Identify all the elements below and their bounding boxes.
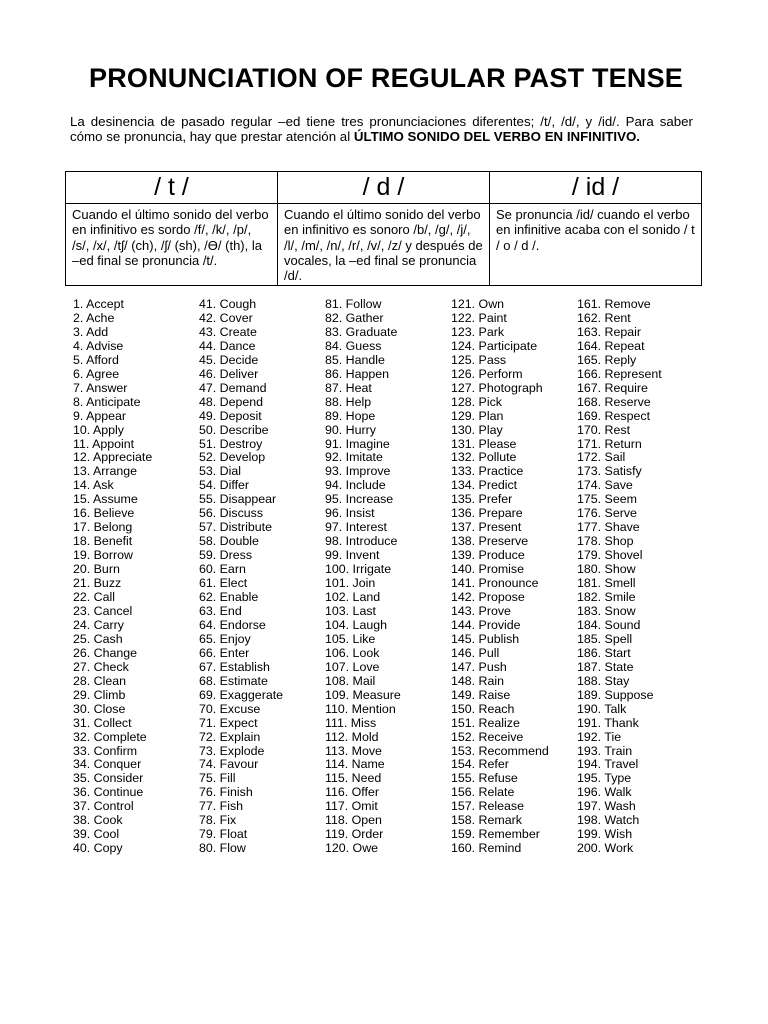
verb-item: 176. Serve [577,506,637,521]
verb-item: 173. Satisfy [577,464,642,479]
verb-item: 101. Join [325,576,376,591]
verb-item: 76. Finish [199,785,253,800]
verb-item: 182. Smile [577,590,636,605]
verb-item: 2. Ache [73,310,115,325]
verb-item: 150. Reach [451,701,515,716]
verb-item: 154. Refer [451,757,509,772]
verb-item: 51. Destroy [199,436,263,451]
verb-item: 171. Return [577,436,642,451]
verb-item: 152. Receive [451,729,524,744]
verb-item: 27. Check [73,659,129,674]
verb-item: 63. End [199,603,242,618]
verb-item: 121. Own [451,297,505,311]
verb-item: 19. Borrow [73,548,133,563]
verb-item: 153. Recommend [451,743,549,758]
verb-item: 168. Reserve [577,394,651,409]
verb-item: 83. Graduate [325,324,398,339]
verb-column [199,298,325,856]
verb-item: 29. Climb [73,687,126,702]
verb-item: 50. Describe [199,422,269,437]
verb-item: 43. Create [199,324,257,339]
verb-item: 151. Realize [451,715,520,730]
verb-item: 32. Complete [73,729,147,744]
verb-item: 128. Pick [451,394,502,409]
verb-item: 109. Measure [325,687,401,702]
verb-item: 79. Float [199,827,248,842]
verb-item: 45. Decide [199,352,259,367]
verb-item: 13. Arrange [73,464,138,479]
verb-item: 179. Shovel [577,548,643,563]
verb-column [577,298,703,856]
verb-item: 59. Dress [199,548,253,563]
verb-item: 38. Cook [73,813,123,828]
verb-item: 124. Participate [451,338,538,353]
verb-item: 144. Provide [451,617,521,632]
verb-item: 1. Accept [73,297,124,311]
verb-item: 100. Irrigate [325,562,392,577]
verb-item: 125. Pass [451,352,507,367]
verb-item: 166. Represent [577,366,662,381]
verb-item: 131. Please [451,436,517,451]
verb-item: 23. Cancel [73,603,133,618]
verb-item: 149. Raise [451,687,511,702]
verb-item: 180. Show [577,562,636,577]
verb-item: 57. Distribute [199,520,273,535]
verb-item: 185. Spell [577,631,633,646]
verb-item: 169. Respect [577,408,651,423]
verb-item: 195. Type [577,771,632,786]
verb-item: 119. Order [325,827,384,842]
verb-item: 135. Prefer [451,492,513,507]
verb-item: 155. Refuse [451,771,518,786]
verb-item: 111. Miss [325,715,377,730]
verb-item: 147. Push [451,659,507,674]
verb-item: 42. Cover [199,310,253,325]
verb-item: 4. Advise [73,338,124,353]
rule-t-description: Cuando el último sonido del verbo en infinitivo es sordo /f/, /k/, /p/, /s/, /x/, /tʃ/ (ch), /ʃ/ (sh), /ϴ/ (th), la –ed final se pronuncia /t/. [66,204,278,286]
verb-item: 129. Plan [451,408,504,423]
verb-item: 106. Look [325,645,380,660]
verb-item: 14. Ask [73,478,114,493]
verb-item: 10. Apply [73,422,124,437]
verb-item: 88. Help [325,394,372,409]
verb-item: 17. Belong [73,520,133,535]
verb-item: 133. Practice [451,464,524,479]
verb-item: 103. Last [325,603,376,618]
verb-item: 117. Omit [325,799,378,814]
verb-item: 163. Repair [577,324,642,339]
verb-item: 123. Park [451,324,505,339]
verb-item: 30. Close [73,701,126,716]
intro-text: La desinencia de pasado regular –ed tiene tres pronunciaciones diferentes; /t/, /d/, y /id/. Para saber cómo se pronuncia, hay que prestar atención al [70,114,693,144]
verb-item: 159. Remember [451,827,540,842]
verb-item: 181. Smell [577,576,636,591]
rule-id-description: Se pronuncia /id/ cuando el verbo en infinitive acaba con el sonido / t / o / d /. [490,204,702,286]
header-t: / t / [66,172,278,204]
verb-item: 90. Hurry [325,422,376,437]
verb-item: 47. Demand [199,380,267,395]
verb-item: 73. Explode [199,743,265,758]
verb-item: 3. Add [73,324,109,339]
verb-item: 9. Appear [73,408,127,423]
verb-item: 184. Sound [577,617,641,632]
verb-item: 120. Owe [325,841,379,856]
verb-item: 137. Present [451,520,522,535]
verb-item: 91. Imagine [325,436,390,451]
verb-item: 183. Snow [577,603,636,618]
verb-item: 108. Mail [325,673,376,688]
verb-item: 53. Dial [199,464,242,479]
verb-item: 157. Release [451,799,525,814]
verb-item: 145. Publish [451,631,520,646]
verb-item: 99. Invent [325,548,380,563]
rules-description-row [66,204,702,286]
verb-item: 134. Predict [451,478,518,493]
verb-item: 67. Establish [199,659,270,674]
verb-item: 7. Answer [73,380,128,395]
verb-item: 35. Consider [73,771,144,786]
verb-item: 167. Require [577,380,648,395]
verb-item: 6. Agree [73,366,120,381]
verb-column [325,298,451,856]
verb-item: 114. Name [325,757,385,772]
verb-item: 70. Excuse [199,701,261,716]
verb-item: 56. Discuss [199,506,264,521]
verb-item: 86. Happen [325,366,390,381]
verb-item: 21. Buzz [73,576,122,591]
verb-item: 198. Watch [577,813,640,828]
verb-item: 96. Insist [325,506,375,521]
verb-item: 24. Carry [73,617,124,632]
verb-item: 127. Photograph [451,380,543,395]
header-id: / id / [490,172,702,204]
verb-item: 164. Repeat [577,338,645,353]
verb-item: 199. Wish [577,827,633,842]
header-d: / d / [278,172,490,204]
verb-item: 80. Flow [199,841,246,856]
verb-item: 141. Pronounce [451,576,539,591]
verb-item: 148. Rain [451,673,505,688]
verb-item: 41. Cough [199,297,257,311]
verb-item: 33. Confirm [73,743,138,758]
verb-item: 187. State [577,659,634,674]
verb-item: 92. Imitate [325,450,383,465]
verb-item: 15. Assume [73,492,138,507]
verb-column [451,298,577,856]
verb-item: 188. Stay [577,673,630,688]
verb-item: 126. Perform [451,366,523,381]
verb-item: 82. Gather [325,310,384,325]
verb-item: 160. Remind [451,841,522,856]
intro-paragraph [70,114,693,144]
verb-item: 165. Reply [577,352,637,367]
verb-item: 191. Thank [577,715,639,730]
verb-item: 12. Appreciate [73,450,153,465]
verb-item: 189. Suppose [577,687,654,702]
verb-item: 158. Remark [451,813,522,828]
verb-item: 11. Appoint [73,436,135,451]
verb-item: 68. Estimate [199,673,268,688]
verb-item: 140. Promise [451,562,525,577]
verb-item: 55. Disappear [199,492,277,507]
verb-item: 174. Save [577,478,633,493]
verb-item: 193. Train [577,743,633,758]
page-title: PRONUNCIATION OF REGULAR PAST TENSE [88,63,683,93]
verb-item: 78. Fix [199,813,237,828]
verb-item: 161. Remove [577,297,651,311]
verb-item: 54. Differ [199,478,250,493]
verb-item: 28. Clean [73,673,127,688]
verb-item: 31. Collect [73,715,132,730]
verb-item: 40. Copy [73,841,123,856]
verb-item: 62. Enable [199,590,259,605]
verb-item: 194. Travel [577,757,639,772]
verb-item: 177. Shave [577,520,640,535]
verb-item: 58. Double [199,534,259,549]
verb-item: 200. Work [577,841,634,856]
verb-item: 16. Believe [73,506,135,521]
verb-item: 65. Enjoy [199,631,251,646]
verb-item: 95. Increase [325,492,394,507]
verb-item: 87. Heat [325,380,372,395]
verb-item: 97. Interest [325,520,387,535]
verb-item: 49. Deposit [199,408,262,423]
intro-emphasis: ÚLTIMO SONIDO DEL VERBO EN INFINITIVO. [353,129,640,144]
verb-item: 98. Introduce [325,534,398,549]
verb-item: 89. Hope [325,408,376,423]
verb-item: 192. Tie [577,729,622,744]
verb-item: 186. Start [577,645,631,660]
verb-item: 84. Guess [325,338,382,353]
verb-item: 22. Call [73,590,116,605]
verb-item: 105. Like [325,631,376,646]
verb-item: 170. Rest [577,422,631,437]
verb-item: 93. Improve [325,464,391,479]
verb-item: 172. Sail [577,450,626,465]
verb-item: 132. Pollute [451,450,517,465]
rule-d-description: Cuando el último sonido del verbo en infinitivo es sonoro /b/, /g/, /j/, /l/, /m/, /n/, /r/, /v/, /z/ y después de vocales, la –ed final se pronuncia /d/. [278,204,490,286]
verb-item: 85. Handle [325,352,385,367]
pronunciation-rules-table [65,171,702,286]
verb-item: 20. Burn [73,562,120,577]
verb-item: 143. Prove [451,603,511,618]
verb-item: 61. Elect [199,576,248,591]
verb-item: 178. Shop [577,534,634,549]
verb-item: 81. Follow [325,297,382,311]
verb-item: 60. Earn [199,562,246,577]
verb-item: 104. Laugh [325,617,388,632]
verb-item: 146. Pull [451,645,500,660]
verb-item: 46. Deliver [199,366,259,381]
verb-item: 26. Change [73,645,138,660]
verb-item: 71. Expect [199,715,258,730]
verb-item: 48. Depend [199,394,264,409]
verb-item: 190. Talk [577,701,627,716]
verb-item: 8. Anticipate [73,394,141,409]
verb-item: 107. Love [325,659,380,674]
verb-item: 162. Rent [577,310,631,325]
verb-item: 18. Benefit [73,534,133,549]
verb-list [73,298,713,856]
verb-item: 75. Fill [199,771,236,786]
verb-item: 74. Favour [199,757,259,772]
verb-item: 156. Relate [451,785,515,800]
verb-item: 113. Move [325,743,382,758]
verb-column [73,298,199,856]
verb-item: 5. Afford [73,352,119,367]
verb-item: 130. Play [451,422,503,437]
verb-item: 142. Propose [451,590,525,605]
verb-item: 36. Continue [73,785,144,800]
verb-item: 69. Exaggerate [199,687,284,702]
verb-item: 102. Land [325,590,381,605]
verb-item: 37. Control [73,799,134,814]
verb-item: 197. Wash [577,799,636,814]
verb-item: 196. Walk [577,785,632,800]
verb-item: 122. Paint [451,310,507,325]
verb-item: 72. Explain [199,729,261,744]
verb-item: 66. Enter [199,645,250,660]
verb-item: 175. Seem [577,492,637,507]
verb-item: 110. Mention [325,701,396,716]
verb-item: 77. Fish [199,799,244,814]
verb-item: 118. Open [325,813,382,828]
verb-item: 116. Offer [325,785,379,800]
verb-item: 138. Preserve [451,534,529,549]
verb-item: 139. Produce [451,548,525,563]
verb-item: 44. Dance [199,338,256,353]
verb-item: 39. Cool [73,827,120,842]
verb-item: 34. Conquer [73,757,142,772]
verb-item: 64. Endorse [199,617,266,632]
verb-item: 112. Mold [325,729,379,744]
verb-item: 52. Develop [199,450,266,465]
verb-item: 94. Include [325,478,386,493]
verb-item: 115. Need [325,771,382,786]
rules-header-row [66,172,702,204]
verb-item: 136. Prepare [451,506,523,521]
verb-item: 25. Cash [73,631,123,646]
